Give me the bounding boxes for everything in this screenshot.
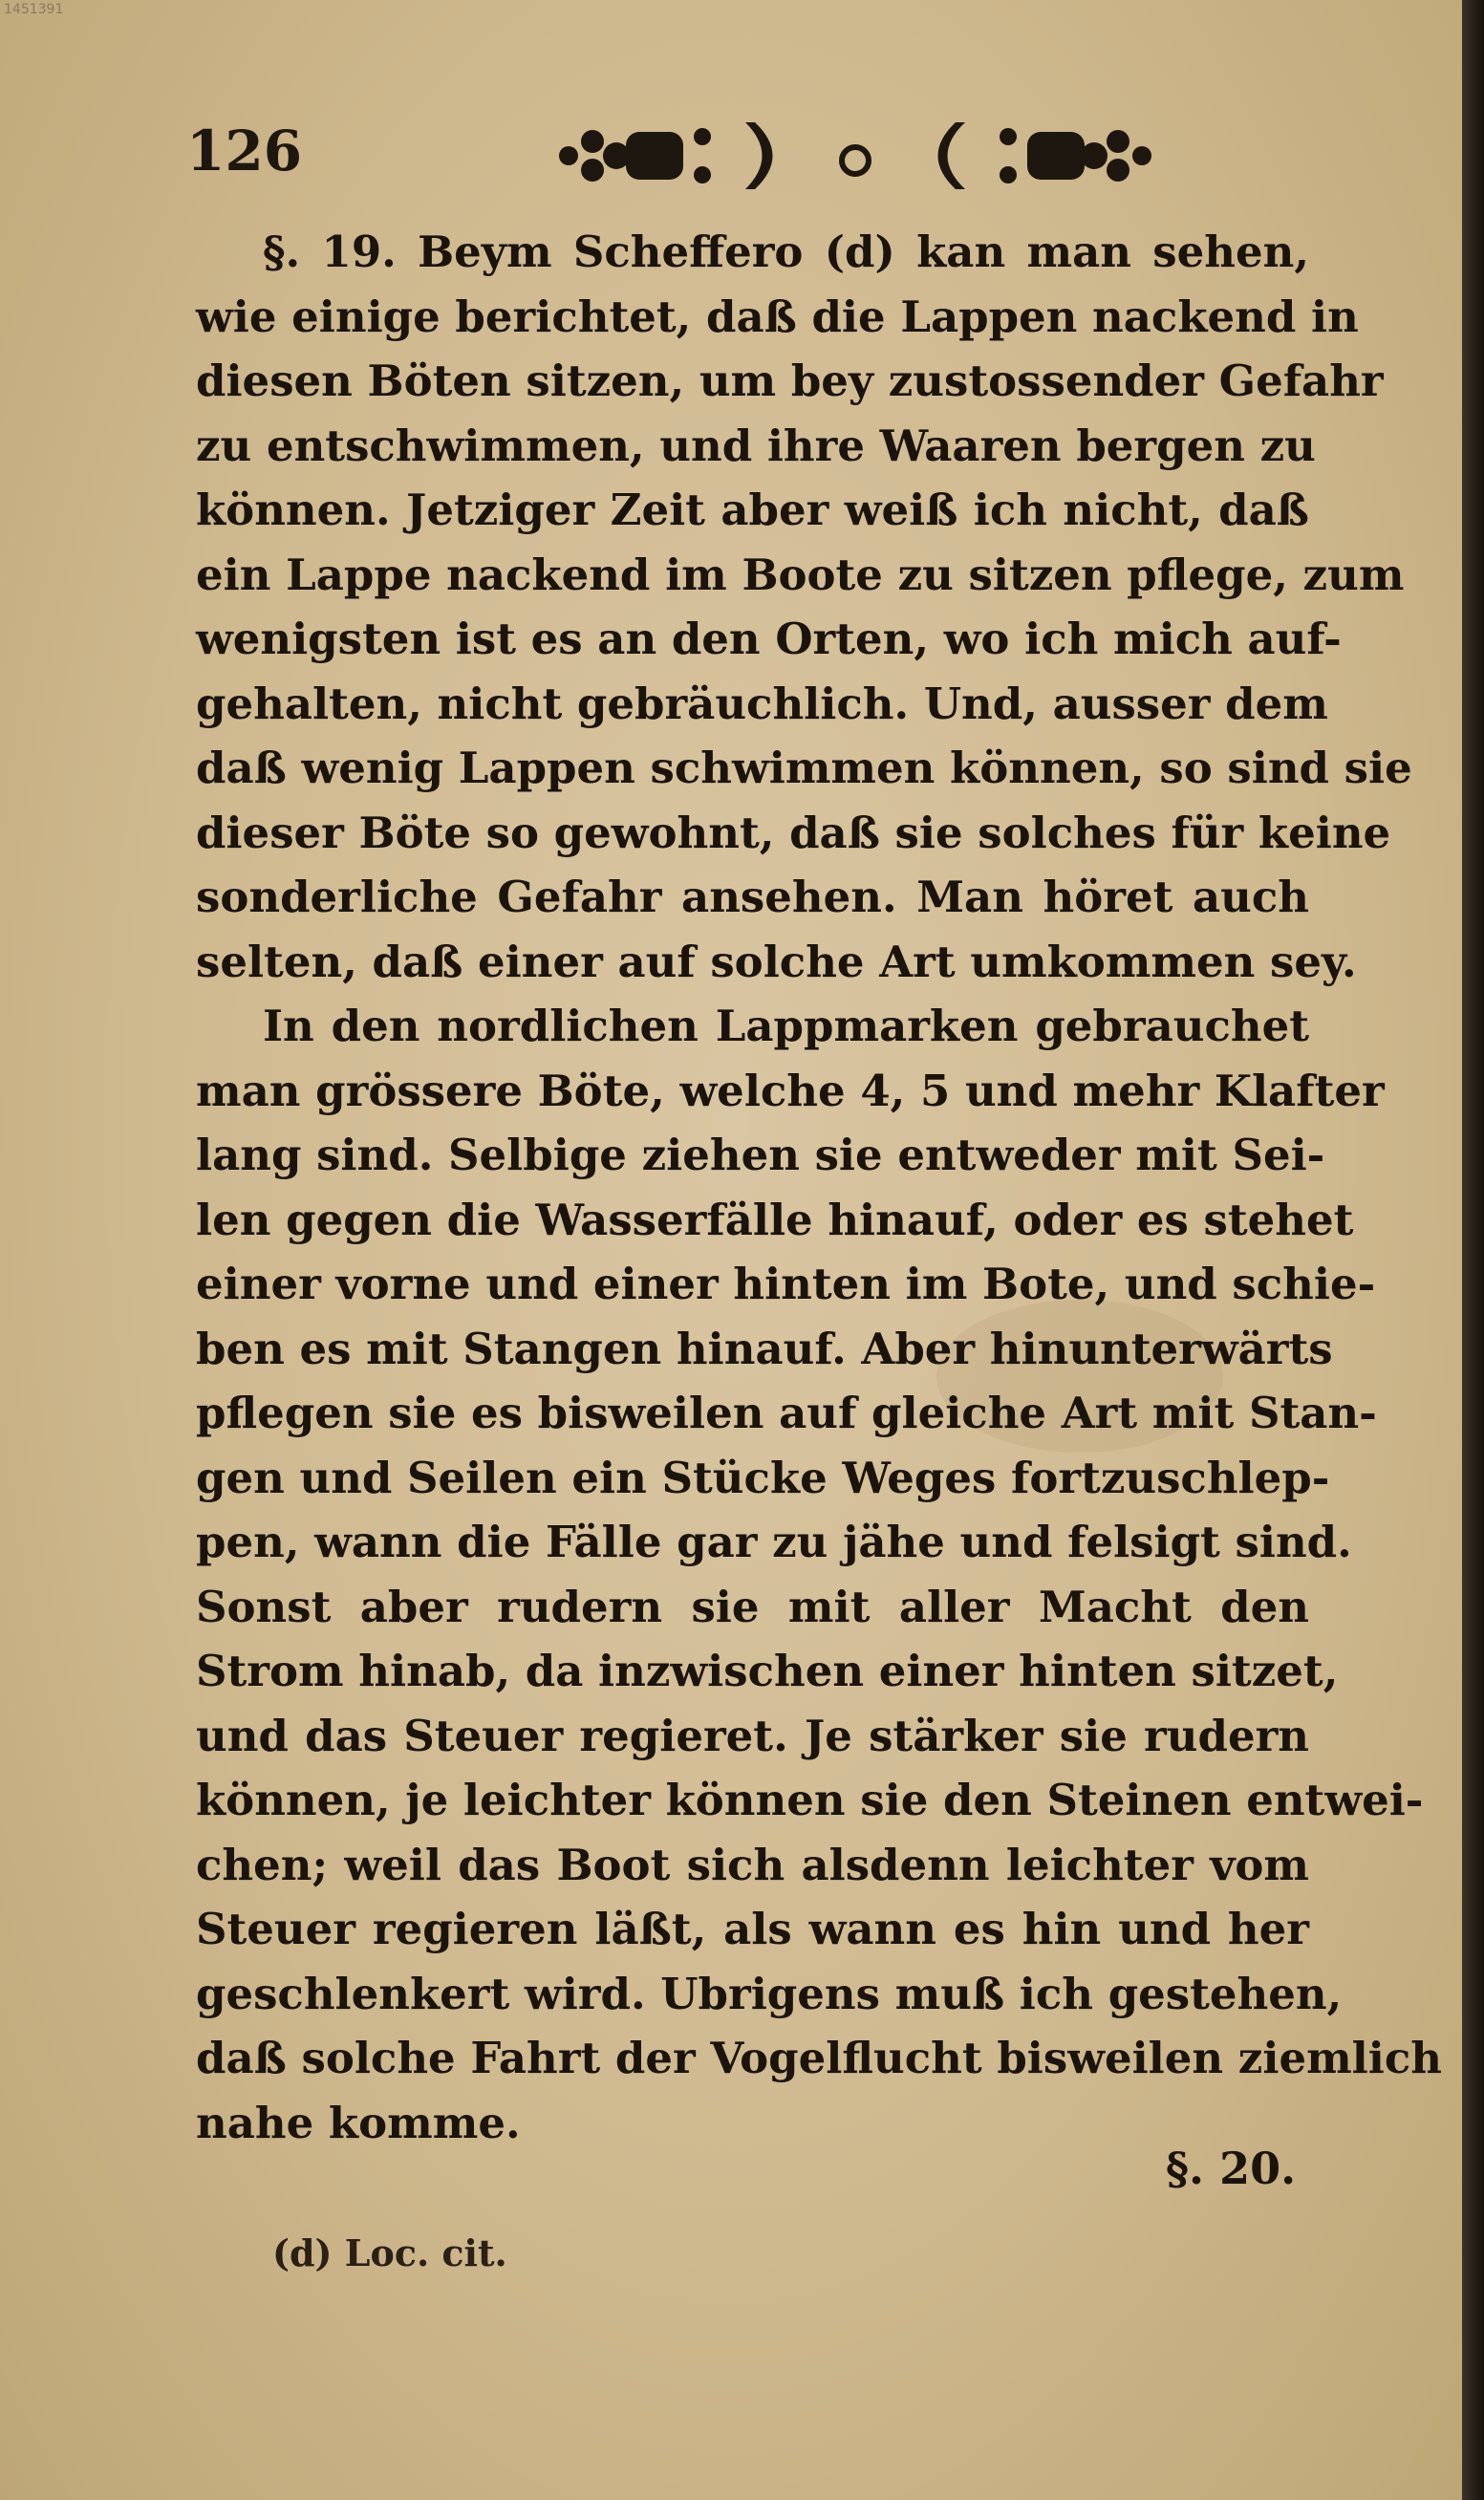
page-gutter <box>1462 0 1484 2500</box>
page-number: 126 <box>186 119 303 183</box>
text-line: gen und Seilen ein Stücke Weges fortzuschlep- <box>196 1452 1330 1503</box>
text-line: Sonst aber rudern sie mit aller Macht den <box>196 1581 1309 1632</box>
text-line: ein Lappe nackend im Boote zu sitzen pflege, zum <box>196 549 1405 600</box>
text-line: ben es mit Stangen hinauf. Aber hinunterwärts <box>196 1323 1333 1374</box>
text-line: können, je leichter können sie den Steinen entwei- <box>196 1775 1424 1825</box>
text-line: diesen Böten sitzen, um bey zustossender Gefahr <box>196 356 1384 406</box>
text-line: können. Jetziger Zeit aber weiß ich nicht, daß <box>196 485 1309 535</box>
text-line: In den nordlichen Lappmarken gebrauchet <box>263 1001 1309 1051</box>
text-line: chen; weil das Boot sich alsdenn leichter vom <box>196 1839 1309 1890</box>
text-line: wie einige berichtet, daß die Lappen nackend in <box>196 291 1359 342</box>
scan-id: 1451391 <box>4 2 64 17</box>
text-line: sonderliche Gefahr ansehen. Man höret auch <box>196 872 1309 922</box>
text-line: und das Steuer regieret. Je stärker sie rudern <box>196 1710 1309 1761</box>
footnote: (d) Loc. cit. <box>272 2231 507 2274</box>
text-line: wenigsten ist es an den Orten, wo ich mich auf- <box>196 614 1342 664</box>
text-line: Strom hinab, da inzwischen einer hinten sitzet, <box>196 1646 1339 1696</box>
text-line: man grössere Böte, welche 4, 5 und mehr Klafter <box>196 1065 1385 1116</box>
text-line: daß wenig Lappen schwimmen können, so sind sie <box>196 743 1412 793</box>
ornament-icon <box>540 113 1171 199</box>
text-line: dieser Böte so gewohnt, daß sie solches für keine <box>196 807 1391 858</box>
text-line: einer vorne und einer hinten im Bote, und schie- <box>196 1259 1376 1309</box>
page-header <box>186 113 1333 199</box>
text-line: gehalten, nicht gebräuchlich. Und, ausser dem <box>196 678 1328 729</box>
text-line: daß solche Fahrt der Vogelflucht bisweilen ziemlich <box>196 2033 1442 2083</box>
text-line: zu entschwimmen, und ihre Waaren bergen zu <box>196 420 1316 471</box>
text-line: selten, daß einer auf solche Art umkommen sey. <box>196 936 1357 987</box>
text-line: pen, wann die Fälle gar zu jähe und felsigt sind. <box>196 1517 1352 1567</box>
text-line: pflegen sie es bisweilen auf gleiche Art mit Stan- <box>196 1388 1377 1438</box>
text-body <box>196 220 1442 2155</box>
text-line: nahe komme. <box>196 2097 521 2148</box>
text-line: lang sind. Selbige ziehen sie entweder mit Sei- <box>196 1130 1325 1180</box>
text-line: §. 19. Beym Scheffero (d) kan man sehen, <box>263 226 1309 277</box>
text-line: geschlenkert wird. Ubrigens muß ich gestehen, <box>196 1968 1343 2019</box>
text-line: len gegen die Wasserfälle hinauf, oder es stehet <box>196 1194 1354 1245</box>
text-line: Steuer regieren läßt, als wann es hin und her <box>196 1904 1309 1954</box>
catchword: §. 20. <box>1166 2143 1297 2194</box>
